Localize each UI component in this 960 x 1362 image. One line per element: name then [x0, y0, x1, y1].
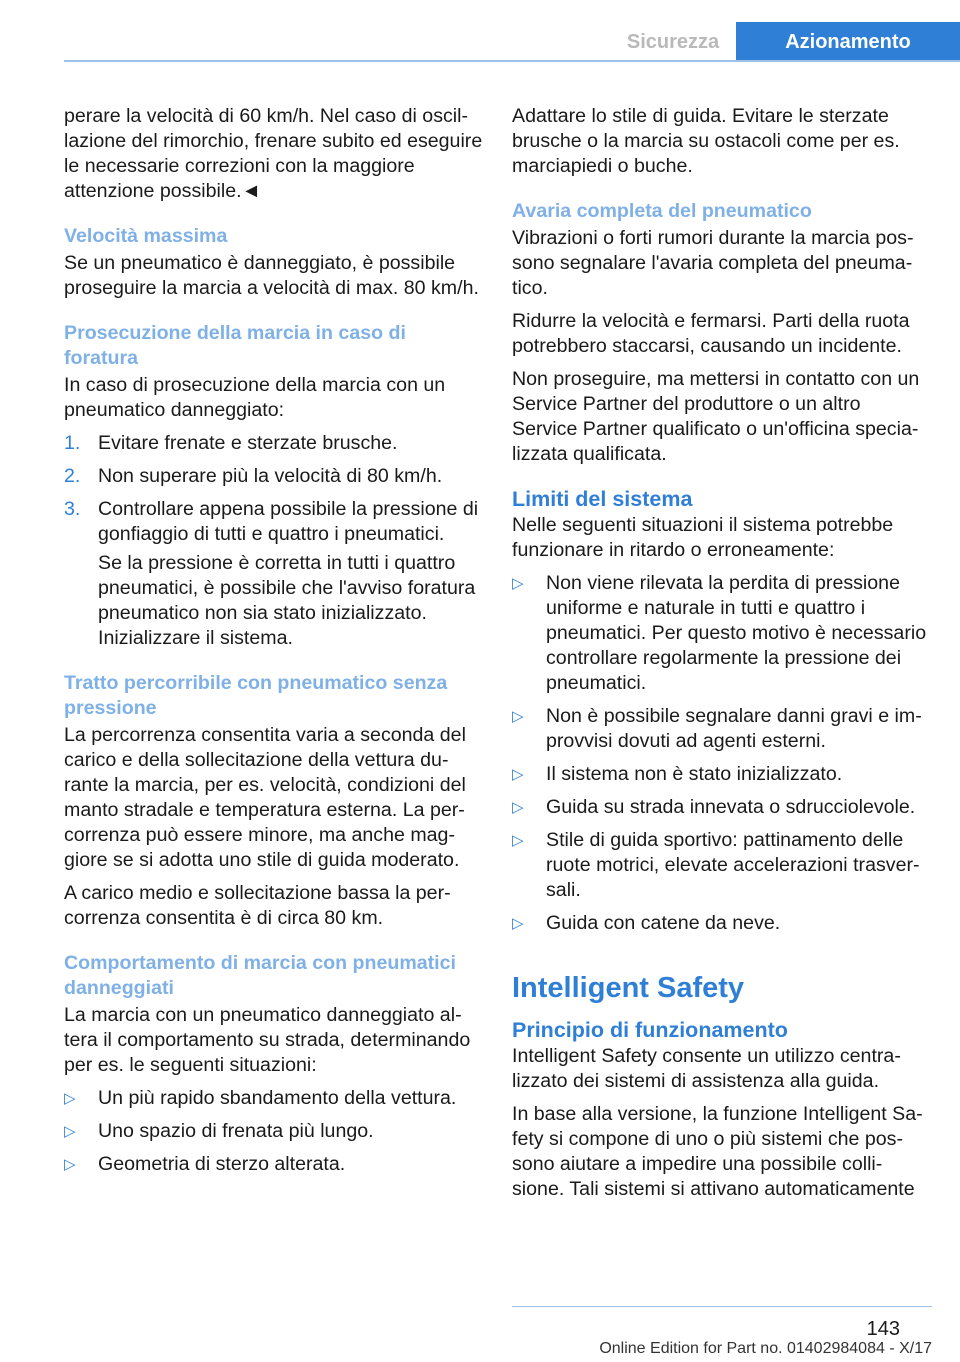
heading-driving-behaviour: Comportamento di marcia con pneumatici danneggiati	[64, 952, 456, 999]
heading-max-speed: Velocità massima	[64, 225, 228, 247]
list-item-text: Geometria di sterzo alterata.	[98, 1153, 346, 1175]
list-item-text: Un più rapido sbandamento della vettura.	[98, 1087, 457, 1109]
list-item	[64, 497, 484, 651]
list-item-text: Guida su strada innevata o sdrucciolevole.	[546, 796, 916, 818]
list-item	[512, 571, 927, 696]
heading-deflated-distance: Tratto percorribile con pneumatico senza pressione	[64, 672, 448, 719]
list-item	[64, 1119, 484, 1144]
step-text: Evitare frenate e sterzate brusche.	[98, 432, 398, 454]
tab-azionamento[interactable]: Azionamento	[736, 22, 960, 62]
list-item	[512, 795, 927, 820]
list-item-text: Guida con catene da neve.	[546, 912, 781, 934]
behaviour-list	[64, 1086, 484, 1177]
right-column	[512, 104, 927, 1210]
triangle-bullet-icon: ▷	[512, 915, 524, 932]
limits-list	[512, 571, 927, 936]
page-number: 143	[866, 1318, 900, 1340]
principle-paragraph-1: Intelligent Safety consente un utilizzo centralizzato dei sistemi di assistenza alla guida.	[512, 1045, 901, 1092]
step-number: 1.	[64, 432, 81, 454]
list-item	[64, 464, 484, 489]
heading-principle: Principio di funzionamento	[512, 1018, 788, 1042]
failure-paragraph-3: Non proseguire, ma mettersi in contatto con un Service Partner del produttore o un altro Service Partner qualificato o un'officina specializzata qualificata.	[512, 368, 920, 465]
triangle-bullet-icon: ▷	[64, 1156, 76, 1173]
limits-paragraph: Nelle seguenti situazioni il sistema potrebbe funzionare in ritardo o erroneamente:	[512, 514, 894, 561]
heading-continue-driving: Prosecuzione della marcia in caso di foratura	[64, 322, 406, 369]
triangle-bullet-icon: ▷	[512, 575, 524, 592]
principle-paragraph-2: In base alla versione, la funzione Intelligent Safety si compone di uno o più sistemi che possono aiutare a impedire una possibile collisione. Tali sistemi si attivano automaticamente	[512, 1103, 923, 1200]
distance-paragraph-2: A carico medio e sollecitazione bassa la percorrenza consentita è di circa 80 km.	[64, 882, 451, 929]
triangle-bullet-icon: ▷	[512, 708, 524, 725]
triangle-bullet-icon: ▷	[64, 1123, 76, 1140]
edition-note: Online Edition for Part no. 01402984084 - X/17	[599, 1340, 932, 1357]
triangle-bullet-icon: ▷	[512, 766, 524, 783]
intro-paragraph: perare la velocità di 60 km/h. Nel caso di oscillazione del rimorchio, frenare subito ed eseguire le necessarie correzioni con la maggiore attenzione possibile.◄	[64, 105, 483, 202]
list-item-text: Stile di guida sportivo: pattinamento delle ruote motrici, elevate accelerazioni trasversali.	[546, 829, 920, 901]
step-text: Controllare appena possibile la pressione di gonfiaggio di tutti e quattro i pneumatici.	[98, 498, 479, 545]
failure-paragraph-2: Ridurre la velocità e fermarsi. Parti della ruota potrebbero staccarsi, causando un incidente.	[512, 310, 910, 357]
driving-style-paragraph: Adattare lo stile di guida. Evitare le sterzate brusche o la marcia su ostacoli come per es. marciapiedi o buche.	[512, 105, 900, 177]
list-item-text: Non è possibile segnalare danni gravi e improvvisi dovuti ad agenti esterni.	[546, 705, 922, 752]
list-item	[64, 1152, 484, 1177]
list-item	[64, 1086, 484, 1111]
failure-paragraph-1: Vibrazioni o forti rumori durante la marcia possono segnalare l'avaria completa del pneumatico.	[512, 227, 914, 299]
distance-paragraph-1: La percorrenza consentita varia a seconda del carico e della sollecitazione della vettura durante la marcia, per es. velocità, condizioni del manto stradale e temperatura esterna. La percorrenza può essere minore, ma anche maggiore se si adotta uno stile di guida moderato.	[64, 724, 466, 871]
heading-intelligent-safety: Intelligent Safety	[512, 972, 745, 1004]
list-item	[512, 911, 927, 936]
heading-system-limits: Limiti del sistema	[512, 487, 693, 511]
triangle-bullet-icon: ▷	[512, 832, 524, 849]
continue-driving-paragraph: In caso di prosecuzione della marcia con un pneumatico danneggiato:	[64, 374, 446, 421]
behaviour-paragraph: La marcia con un pneumatico danneggiato altera il comportamento su strada, determinando per es. le seguenti situazioni:	[64, 1004, 471, 1076]
list-item-text: Non viene rilevata la perdita di pressione uniforme e naturale in tutti e quattro i pneumatici. Per questo motivo è necessario controllare regolarmente la pressione dei pneumatici.	[546, 572, 927, 694]
list-item-text: Uno spazio di frenata più lungo.	[98, 1120, 374, 1142]
list-item	[512, 704, 927, 754]
step-number: 3.	[64, 498, 81, 520]
triangle-bullet-icon: ▷	[512, 799, 524, 816]
left-column	[64, 104, 484, 1185]
max-speed-paragraph: Se un pneumatico è danneggiato, è possibile proseguire la marcia a velocità di max. 80 km/h.	[64, 252, 479, 299]
step-sub-text: Se la pressione è corretta in tutti i quattro pneumatici, è possibile che l'avviso foratura pneumatico non sia stato inizializzato. Inizializzare il sistema.	[98, 552, 476, 649]
footer-divider	[512, 1306, 932, 1307]
heading-tyre-failure: Avaria completa del pneumatico	[512, 200, 812, 222]
tab-sicurezza[interactable]: Sicurezza	[612, 22, 734, 62]
list-item-text: Il sistema non è stato inizializzato.	[546, 763, 843, 785]
triangle-bullet-icon: ▷	[64, 1090, 76, 1107]
page-header	[0, 0, 960, 62]
steps-list	[64, 431, 484, 651]
header-divider	[64, 60, 960, 62]
list-item	[512, 762, 927, 787]
list-item	[512, 828, 927, 903]
step-number: 2.	[64, 465, 81, 487]
step-text: Non superare più la velocità di 80 km/h.	[98, 465, 443, 487]
list-item	[64, 431, 484, 456]
